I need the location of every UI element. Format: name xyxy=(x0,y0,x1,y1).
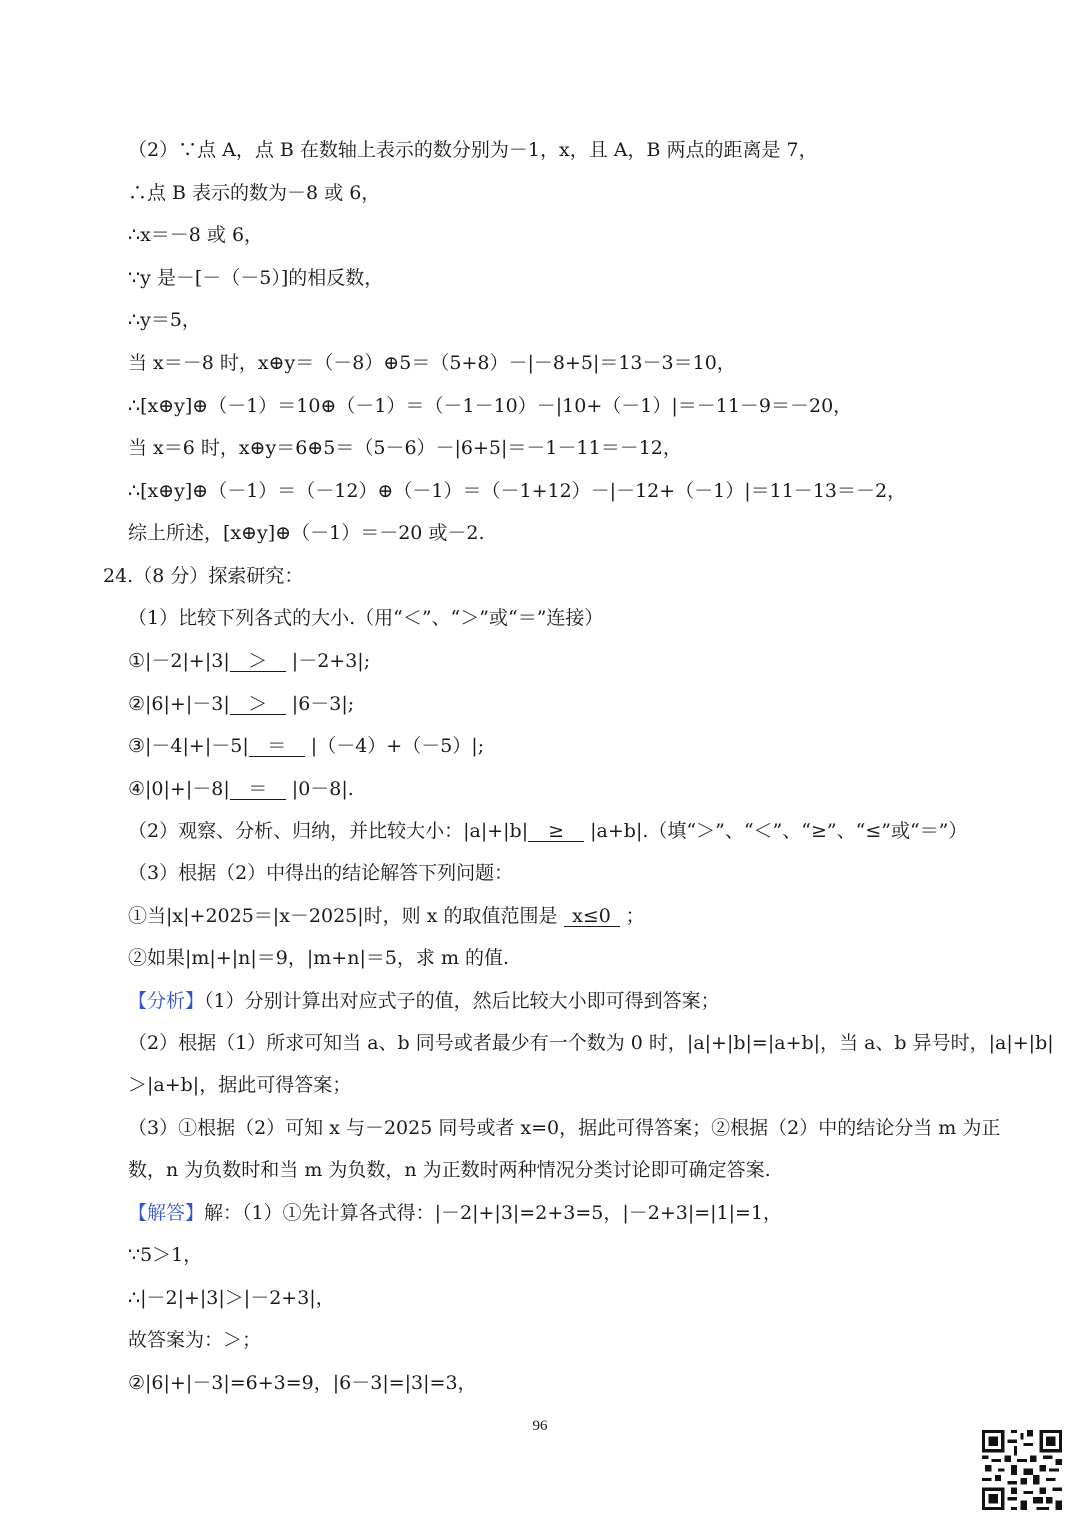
text-line: ∴[x⊕y]⊕（－1）＝10⊕（－1）＝（－1－10）－|10+（－1）|＝－11－9＝－20， xyxy=(128,395,853,417)
analysis-line xyxy=(128,989,720,1013)
answer-blank: x≤0 xyxy=(564,906,620,927)
question-text: （2）观察、分析、归纳，并比较大小：|a|+|b| xyxy=(128,820,529,842)
expression-right: |0－8|. xyxy=(291,778,354,800)
question-part1: （1）比较下列各式的大小.（用“＜”、“＞”或“＝”连接） xyxy=(128,607,604,629)
analysis-line: ＞|a+b|，据此可得答案； xyxy=(128,1074,352,1096)
question-part3b: ②如果|m|+|n|＝9，|m+n|＝5，求 m 的值. xyxy=(128,947,510,969)
text-line: （2）∵点 A，点 B 在数轴上表示的数分别为－1，x，且 A，B 两点的距离是 7， xyxy=(128,139,818,161)
qr-code-icon xyxy=(982,1430,1062,1510)
expression-right: |6－3|; xyxy=(291,693,355,715)
compare-item xyxy=(128,734,484,758)
answer-blank: ＞ xyxy=(230,694,286,715)
analysis-tag: 【分析】 xyxy=(128,990,205,1012)
answer-text: 解：（1）①先计算各式得：|－2|+|3|=2+3=5，|－2+3|=|1|=1， xyxy=(204,1202,783,1224)
question-part3a xyxy=(128,904,645,928)
question-title: 24.（8 分）探索研究： xyxy=(103,565,304,587)
analysis-line: （2）根据（1）所求可知当 a、b 同号或者最少有一个数为 0 时，|a|+|b|=|a+b|，当 a、b 异号时，|a|+|b| xyxy=(128,1032,1054,1054)
text-line: 当 x＝－8 时，x⊕y＝（－8）⊕5＝（5+8）－|－8+5|＝13－3＝10， xyxy=(128,352,736,374)
expression-left: ③|－4|+|－5| xyxy=(128,735,249,757)
question-text: ①当|x|+2025＝|x－2025|时，则 x 的取值范围是 xyxy=(128,905,558,927)
answer-blank: ＞ xyxy=(230,651,286,672)
compare-item xyxy=(128,649,370,673)
compare-item xyxy=(128,692,354,716)
compare-item xyxy=(128,777,354,801)
text-line: 综上所述，[x⊕y]⊕（－1）＝－20 或－2. xyxy=(128,522,485,544)
answer-blank: ＝ xyxy=(230,779,286,800)
text-line: ∴y＝5， xyxy=(128,309,201,331)
analysis-line: （3）①根据（2）可知 x 与－2025 同号或者 x=0，据此可得答案；②根据（2）中的结论分当 m 为正 xyxy=(128,1117,1001,1139)
answer-blank: ≥ xyxy=(528,821,584,842)
question-text: |a+b|.（填“＞”、“＜”、“≥”、“≤”或“＝”） xyxy=(590,820,968,842)
question-text: ； xyxy=(625,905,645,927)
question-part2 xyxy=(128,819,967,843)
answer-line: ②|6|+|－3|=6+3=9，|6－3|=|3|=3， xyxy=(128,1372,477,1394)
text-line: ∴点 B 表示的数为－8 或 6， xyxy=(128,182,381,204)
text-line: ∴[x⊕y]⊕（－1）＝（－12）⊕（－1）＝（－1+12）－|－12+（－1）|＝11－13＝－2， xyxy=(128,480,907,502)
question-part3: （3）根据（2）中得出的结论解答下列问题： xyxy=(128,862,514,884)
expression-right: |（－4）+（－5）|; xyxy=(310,735,485,757)
page-number: 96 xyxy=(532,1418,548,1434)
text-line: ∴x＝－8 或 6， xyxy=(128,224,264,246)
answer-line xyxy=(128,1201,782,1225)
text-line: 当 x＝6 时，x⊕y＝6⊕5＝（5－6）－|6+5|＝－1－11＝－12， xyxy=(128,437,682,459)
answer-line: 故答案为：＞； xyxy=(128,1329,262,1351)
answer-blank: ＝ xyxy=(249,736,305,757)
expression-left: ②|6|+|－3| xyxy=(128,693,230,715)
expression-left: ①|－2|+|3| xyxy=(128,650,230,672)
analysis-line: 数，n 为负数时和当 m 为负数，n 为正数时两种情况分类讨论即可确定答案. xyxy=(128,1159,771,1181)
answer-line: ∵5＞1， xyxy=(128,1244,203,1266)
expression-right: |－2+3|; xyxy=(291,650,371,672)
answer-tag: 【解答】 xyxy=(128,1202,205,1224)
answer-line: ∴|－2|+|3|＞|－2+3|， xyxy=(128,1287,335,1309)
expression-left: ④|0|+|－8| xyxy=(128,778,230,800)
text-line: ∵y 是－[－（－5）]的相反数， xyxy=(128,267,384,289)
analysis-text: （1）分别计算出对应式子的值，然后比较大小即可得到答案； xyxy=(204,990,720,1012)
